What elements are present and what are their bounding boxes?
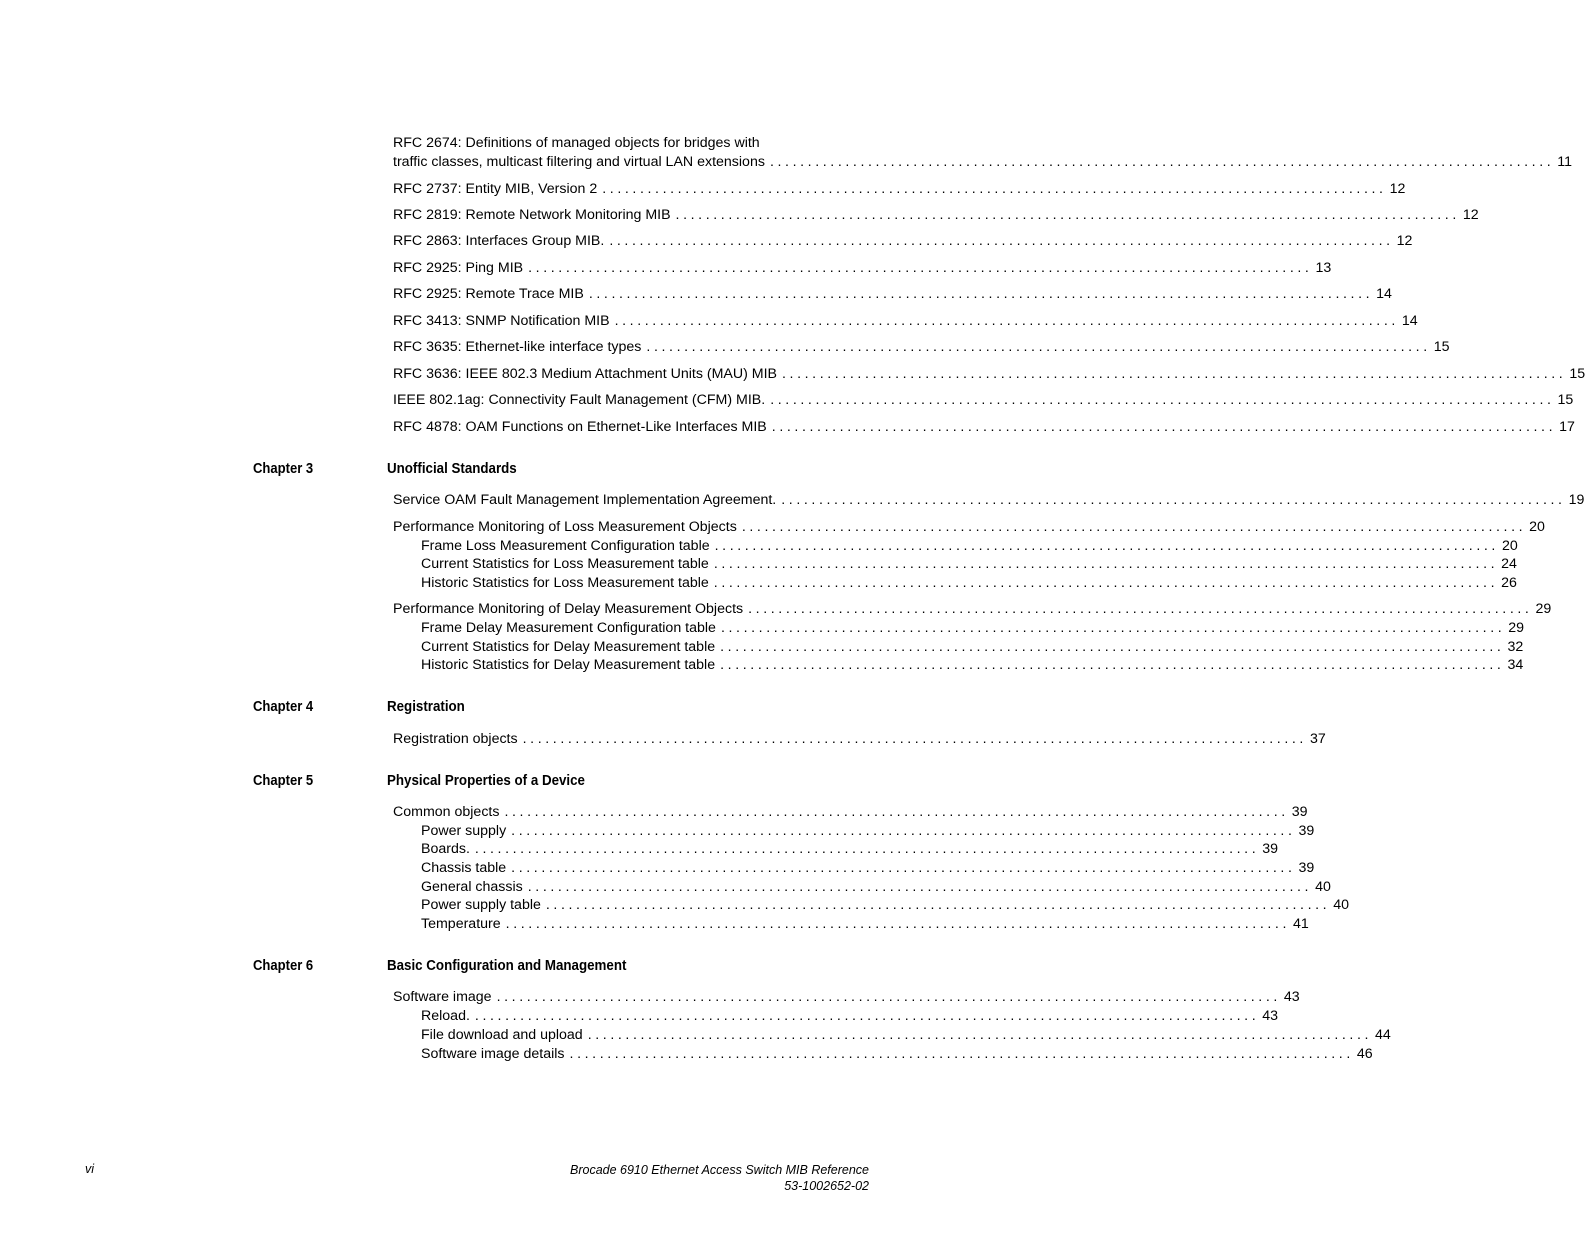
dot-leader: ........................................................................................................ [609,233,1394,249]
toc-entry-text: Historic Statistics for Loss Measurement table [421,575,709,591]
dot-leader: ........................................................................................................ [614,313,1399,329]
toc-page-number: 37 [1309,731,1326,747]
dot-leader: ........................................................................................................ [511,860,1296,876]
toc-entry-text: Registration objects [393,731,518,747]
toc-entry-text: Temperature [421,916,501,932]
toc-subentry[interactable] [421,619,1525,638]
dot-leader: ........................................................................................................ [587,1027,1373,1043]
toc-page-number: 41 [1293,916,1309,932]
footer-doc-title: Brocade 6910 Ethernet Access Switch MIB Reference [570,1163,869,1177]
toc-page-number: 34 [1507,657,1524,673]
chapter-label: Chapter 4 [253,699,314,715]
dot-leader: ........................................................................................................ [782,366,1567,382]
toc-page-number: 40 [1315,879,1331,895]
dot-leader: ........................................................................................................ [781,492,1566,508]
dot-leader: ........................................................................................................ [720,620,1506,636]
toc-subentry[interactable] [421,878,1331,897]
dot-leader: ........................................................................................................ [588,286,1374,302]
footer-page-number: vi [85,1162,95,1176]
toc-entry-text: Performance Monitoring of Loss Measurement Objects [393,519,737,535]
chapter-title[interactable]: Registration [387,699,465,715]
toc-entry-text: Reload. [421,1008,470,1024]
toc-entry[interactable] [393,365,1585,384]
toc-page-number: 14 [1401,313,1418,329]
dot-leader: ........................................................................................................ [545,897,1331,913]
toc-subentry[interactable] [421,840,1279,859]
toc-page-number: 39 [1291,804,1308,820]
toc-entry-text: Performance Monitoring of Delay Measurement Objects [393,601,744,617]
toc-entry-text: Current Statistics for Delay Measurement table [421,639,716,655]
toc-subentry[interactable] [421,1026,1391,1045]
dot-leader: ........................................................................................................ [714,538,1499,554]
dot-leader: ........................................................................................................ [748,601,1533,617]
toc-page-number: 12 [1396,233,1413,249]
dot-leader: ........................................................................................................ [527,879,1313,895]
dot-leader: ........................................................................................................ [741,519,1527,535]
chapter-title[interactable]: Basic Configuration and Management [387,958,627,974]
toc-page-number: 29 [1508,620,1525,636]
toc-page-number: 20 [1529,519,1545,535]
dot-leader: ........................................................................................................ [602,181,1387,197]
toc-page-number: 29 [1535,601,1552,617]
toc-page-number: 19 [1568,492,1585,508]
dot-leader: ........................................................................................................ [720,639,1505,655]
toc-page-number: 14 [1376,286,1392,302]
toc-entry[interactable] [393,206,1479,225]
toc-entry-text: Frame Delay Measurement Configuration table [421,620,716,636]
toc-entry[interactable] [393,730,1326,749]
dot-leader: ........................................................................................................ [720,657,1505,673]
chapter-title[interactable]: Unofficial Standards [387,461,517,477]
toc-entry-text: Boards. [421,841,470,857]
dot-leader: ........................................................................................................ [504,804,1289,820]
chapter-label: Chapter 6 [253,958,314,974]
toc-entry[interactable] [393,600,1552,619]
dot-leader: ........................................................................................................ [770,392,1555,408]
toc-subentry[interactable] [421,638,1524,657]
toc-entry[interactable] [393,180,1406,199]
toc-entry-text: RFC 2925: Remote Trace MIB [393,286,584,302]
toc-subentry[interactable] [421,896,1349,915]
dot-leader: ........................................................................................................ [713,556,1499,572]
toc-entry[interactable] [393,491,1585,510]
toc-page-number: 12 [1389,181,1406,197]
dot-leader: ........................................................................................................ [771,419,1557,435]
toc-entry-text: RFC 3413: SNMP Notification MIB [393,313,610,329]
toc-entry-text: Power supply table [421,897,541,913]
toc-page-number: 20 [1501,538,1518,554]
toc-entry-text: File download and upload [421,1027,583,1043]
toc-entry-text: Frame Loss Measurement Configuration table [421,538,710,554]
toc-entry-text: traffic classes, multicast filtering and virtual LAN extensions [393,154,765,170]
toc-page-number: 11 [1557,154,1573,170]
toc-entry-text: Service OAM Fault Management Implementation Agreement. [393,492,777,508]
dot-leader: ........................................................................................................ [496,989,1281,1005]
dot-leader: ........................................................................................................ [511,823,1296,839]
toc-page-number: 43 [1283,989,1300,1005]
toc-entry[interactable] [393,285,1392,304]
chapter-label: Chapter 5 [253,773,314,789]
toc-entry-text: Power supply [421,823,507,839]
toc-page-number: 43 [1262,1008,1279,1024]
toc-subentry[interactable] [421,859,1315,878]
toc-entry-text: IEEE 802.1ag: Connectivity Fault Management (CFM) MIB. [393,392,766,408]
dot-leader: ........................................................................................................ [769,154,1555,170]
toc-page-number: 15 [1433,339,1450,355]
toc-entry-text: General chassis [421,879,523,895]
dot-leader: ........................................................................................................ [522,731,1307,747]
toc-entry[interactable] [393,134,1573,172]
dot-leader: ........................................................................................................ [675,207,1460,223]
toc-subentry[interactable] [421,574,1517,593]
toc-page-number: 39 [1298,860,1315,876]
footer-doc-number: 53-1002652-02 [784,1179,869,1193]
dot-leader: ........................................................................................................ [528,260,1313,276]
footer-doc-info [570,1162,869,1194]
toc-page-number: 15 [1569,366,1585,382]
dot-leader: ........................................................................................................ [474,841,1260,857]
toc-page-number: 24 [1501,556,1517,572]
toc-subentry[interactable] [421,1045,1373,1064]
toc-entry-text: RFC 2674: Definitions of managed objects for bridges with [393,135,760,151]
toc-page-number: 46 [1356,1046,1373,1062]
toc-entry[interactable] [393,232,1413,251]
chapter-label: Chapter 3 [253,461,314,477]
dot-leader: ........................................................................................................ [505,916,1290,932]
toc-page-number: 44 [1375,1027,1391,1043]
dot-leader: ........................................................................................................ [569,1046,1354,1062]
toc-subentry[interactable] [421,822,1315,841]
toc-page-number: 26 [1501,575,1517,591]
toc-entry[interactable] [393,338,1450,357]
toc-entry-text: Historic Statistics for Delay Measurement table [421,657,716,673]
toc-entry-text: RFC 2737: Entity MIB, Version 2 [393,181,598,197]
toc-entry[interactable] [393,518,1545,537]
toc-page-number: 39 [1262,841,1279,857]
toc-page-number: 32 [1507,639,1524,655]
toc-entry-text: Software image details [421,1046,565,1062]
toc-entry-text: RFC 3636: IEEE 802.3 Medium Attachment Units (MAU) MIB [393,366,777,382]
toc-entry-text: RFC 3635: Ethernet-like interface types [393,339,642,355]
dot-leader: ........................................................................................................ [646,339,1431,355]
toc-subentry[interactable] [421,555,1517,574]
toc-page-number: 17 [1559,419,1575,435]
toc-entry-text: RFC 2863: Interfaces Group MIB. [393,233,605,249]
dot-leader: ........................................................................................................ [474,1008,1260,1024]
toc-entry[interactable] [393,259,1332,278]
toc-page-number: 13 [1315,260,1332,276]
toc-subentry[interactable] [421,915,1309,934]
toc-entry[interactable] [393,988,1300,1007]
chapter-title[interactable]: Physical Properties of a Device [387,773,585,789]
toc-subentry[interactable] [421,1007,1279,1026]
toc-subentry[interactable] [421,537,1518,556]
toc-entry[interactable] [393,418,1575,437]
toc-subentry[interactable] [421,656,1524,675]
toc-page-number: 12 [1462,207,1479,223]
toc-entry-text: Chassis table [421,860,507,876]
toc-entry-text: RFC 4878: OAM Functions on Ethernet-Like Interfaces MIB [393,419,767,435]
toc-entry-text: Software image [393,989,492,1005]
dot-leader: ........................................................................................................ [713,575,1499,591]
toc-entry-text: RFC 2925: Ping MIB [393,260,524,276]
toc-entry[interactable] [393,391,1574,410]
toc-page-number: 15 [1557,392,1574,408]
toc-entry-text: Common objects [393,804,500,820]
toc-page-number: 40 [1333,897,1349,913]
toc-entry[interactable] [393,312,1418,331]
toc-entry[interactable] [393,803,1308,822]
toc-page-number: 39 [1298,823,1315,839]
toc-entry-text: RFC 2819: Remote Network Monitoring MIB [393,207,671,223]
toc-entry-text: Current Statistics for Loss Measurement table [421,556,709,572]
